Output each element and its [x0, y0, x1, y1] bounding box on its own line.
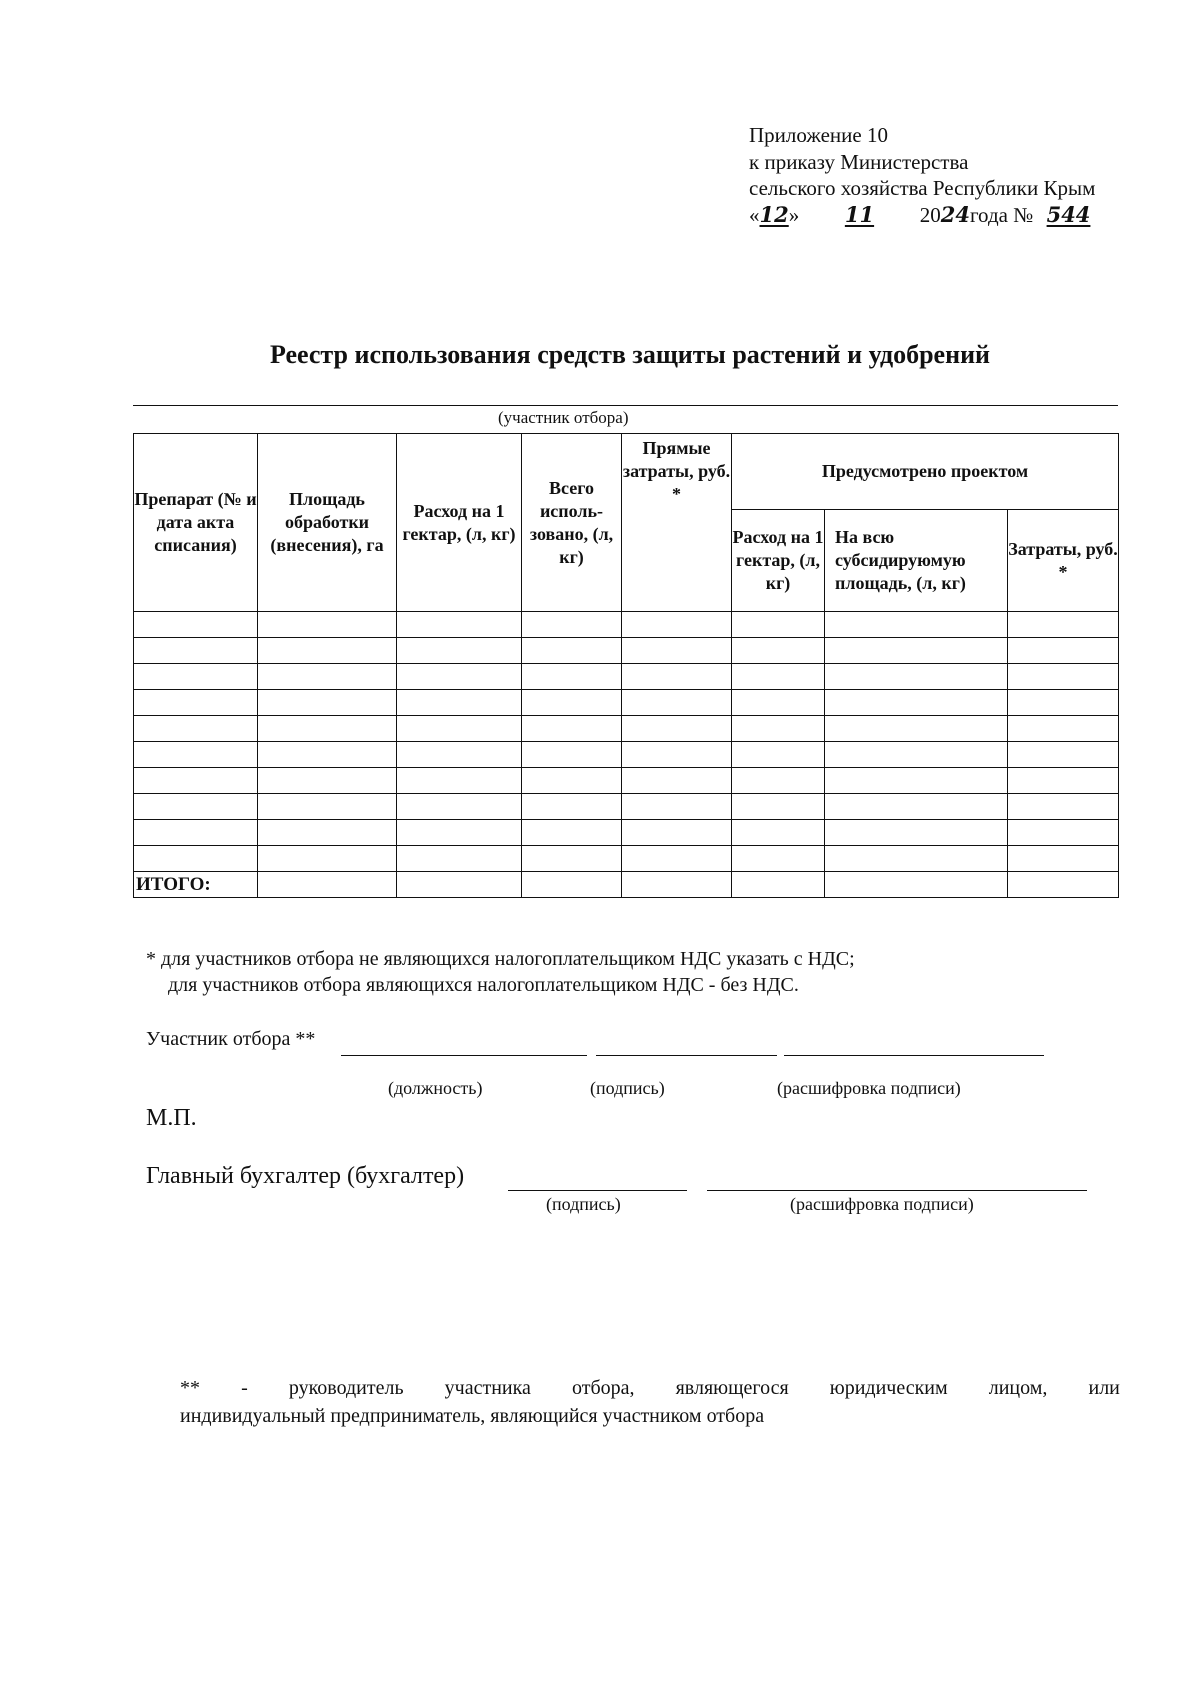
- table-cell[interactable]: [825, 846, 1008, 872]
- table-cell[interactable]: [1008, 872, 1119, 898]
- appendix-date-line: [749, 202, 1099, 229]
- table-cell[interactable]: [825, 794, 1008, 820]
- appendix-order-ref: к приказу Министерства: [749, 149, 969, 174]
- position-line: [341, 1055, 587, 1056]
- footnote-word: руководитель: [288, 1377, 404, 1399]
- table-cell[interactable]: [1008, 690, 1119, 716]
- table-cell[interactable]: [825, 872, 1008, 898]
- footnote-word: или: [1088, 1377, 1120, 1399]
- table-cell[interactable]: [732, 820, 825, 846]
- table-cell[interactable]: [1008, 742, 1119, 768]
- table-cell[interactable]: [397, 612, 522, 638]
- seal-mark: М.П.: [146, 1105, 197, 1131]
- header-project-rate: Расход на 1 гектар, (л, кг): [732, 510, 825, 612]
- table-cell[interactable]: [397, 742, 522, 768]
- accountant-signature-line: [508, 1190, 687, 1191]
- table-cell[interactable]: [397, 716, 522, 742]
- registry-table: [133, 433, 1119, 898]
- table-cell[interactable]: [825, 768, 1008, 794]
- table-cell[interactable]: [522, 690, 622, 716]
- table-cell[interactable]: [622, 742, 732, 768]
- table-cell[interactable]: [134, 846, 258, 872]
- table-cell[interactable]: [1008, 664, 1119, 690]
- table-cell[interactable]: [258, 612, 397, 638]
- handwritten-month: 11: [844, 201, 875, 227]
- position-caption: (должность): [388, 1078, 483, 1098]
- table-cell[interactable]: [397, 846, 522, 872]
- table-cell[interactable]: [397, 768, 522, 794]
- table-cell[interactable]: [397, 638, 522, 664]
- table-cell[interactable]: [825, 638, 1008, 664]
- table-cell[interactable]: [732, 846, 825, 872]
- table-cell[interactable]: [825, 664, 1008, 690]
- header-project-costs: Затраты, руб. *: [1008, 510, 1119, 612]
- table-cell[interactable]: [825, 742, 1008, 768]
- table-cell[interactable]: [522, 820, 622, 846]
- table-cell[interactable]: [397, 872, 522, 898]
- vat-note-1: * для участников отбора не являющихся налогоплательщиком НДС указать с НДС;: [146, 948, 855, 970]
- appendix-block: [749, 122, 1099, 228]
- footnote-line-1: [180, 1374, 1120, 1402]
- table-cell[interactable]: [134, 690, 258, 716]
- table-cell[interactable]: [732, 872, 825, 898]
- table-cell[interactable]: [258, 872, 397, 898]
- header-direct-costs: Прямые затраты, руб. *: [622, 434, 732, 612]
- table-cell[interactable]: [1008, 846, 1119, 872]
- table-cell[interactable]: [258, 768, 397, 794]
- footnote-word: участника: [444, 1377, 531, 1399]
- table-cell[interactable]: [732, 690, 825, 716]
- table-cell[interactable]: [258, 716, 397, 742]
- date-open-quote: «: [749, 202, 760, 227]
- table-row: [134, 768, 1119, 794]
- table-cell[interactable]: [825, 612, 1008, 638]
- table-row: [134, 716, 1119, 742]
- table-cell[interactable]: [134, 742, 258, 768]
- table-cell[interactable]: [732, 768, 825, 794]
- table-cell[interactable]: [622, 872, 732, 898]
- table-cell[interactable]: [522, 846, 622, 872]
- handwritten-day: 12: [759, 201, 789, 227]
- table-cell[interactable]: [622, 664, 732, 690]
- decoding-line: [784, 1055, 1044, 1056]
- table-cell[interactable]: [522, 872, 622, 898]
- table-cell[interactable]: [397, 690, 522, 716]
- table-cell[interactable]: [825, 820, 1008, 846]
- year-word: года №: [969, 202, 1034, 227]
- decoding-caption: (расшифровка подписи): [777, 1078, 961, 1098]
- footnote-word: являющегося: [675, 1377, 789, 1399]
- table-row: [134, 690, 1119, 716]
- table-cell[interactable]: [397, 664, 522, 690]
- table-header-row: [134, 434, 1119, 510]
- table-cell[interactable]: [134, 820, 258, 846]
- table-row: [134, 664, 1119, 690]
- table-row: [134, 846, 1119, 872]
- accountant-decoding-line: [707, 1190, 1087, 1191]
- table-row: [134, 638, 1119, 664]
- handwritten-order-number: 544: [1046, 201, 1091, 227]
- table-cell[interactable]: [134, 716, 258, 742]
- table-cell[interactable]: [622, 794, 732, 820]
- year-prefix: 20: [919, 202, 941, 227]
- table-row: [134, 794, 1119, 820]
- footnote: [180, 1374, 1120, 1430]
- table-cell[interactable]: [732, 742, 825, 768]
- footnote-word: **: [180, 1377, 200, 1399]
- table-cell[interactable]: [258, 664, 397, 690]
- table-row: [134, 742, 1119, 768]
- table-cell[interactable]: [732, 716, 825, 742]
- table-cell[interactable]: [522, 794, 622, 820]
- accountant-decoding-caption: (расшифровка подписи): [790, 1194, 974, 1214]
- table-cell[interactable]: [258, 794, 397, 820]
- footnote-line-2: индивидуальный предприниматель, являющийся участником отбора: [180, 1405, 765, 1427]
- table-cell[interactable]: [258, 820, 397, 846]
- table-cell[interactable]: [134, 768, 258, 794]
- table-cell[interactable]: [732, 638, 825, 664]
- table-cell[interactable]: [825, 716, 1008, 742]
- footnote-word: отбора,: [572, 1377, 635, 1399]
- appendix-ministry: сельского хозяйства Республики Крым: [749, 176, 1096, 200]
- table-cell[interactable]: [622, 820, 732, 846]
- table-cell[interactable]: [622, 716, 732, 742]
- table-cell[interactable]: [258, 690, 397, 716]
- participant-signature-label: Участник отбора **: [146, 1028, 316, 1050]
- table-cell[interactable]: [1008, 638, 1119, 664]
- table-cell[interactable]: [258, 638, 397, 664]
- table-cell[interactable]: [1008, 612, 1119, 638]
- header-project-group: Предусмотрено проектом: [732, 434, 1119, 510]
- table-cell[interactable]: [134, 638, 258, 664]
- table-cell[interactable]: [134, 794, 258, 820]
- table-cell[interactable]: [622, 846, 732, 872]
- appendix-number: Приложение 10: [749, 123, 888, 147]
- table-cell[interactable]: [258, 742, 397, 768]
- table-cell[interactable]: [622, 768, 732, 794]
- signature-caption: (подпись): [590, 1078, 665, 1098]
- table-cell[interactable]: [825, 690, 1008, 716]
- date-close-quote: »: [788, 202, 800, 227]
- table-cell[interactable]: [732, 612, 825, 638]
- table-cell[interactable]: [134, 664, 258, 690]
- table-cell[interactable]: [732, 794, 825, 820]
- total-label: ИТОГО:: [134, 872, 258, 898]
- signature-line: [596, 1055, 777, 1056]
- table-cell[interactable]: [397, 794, 522, 820]
- table-cell[interactable]: [622, 612, 732, 638]
- accountant-label: Главный бухгалтер (бухгалтер): [146, 1163, 465, 1189]
- table-cell[interactable]: [1008, 820, 1119, 846]
- table-cell[interactable]: [1008, 794, 1119, 820]
- table-cell[interactable]: [397, 820, 522, 846]
- table-cell[interactable]: [622, 690, 732, 716]
- table-cell[interactable]: [732, 664, 825, 690]
- header-total-used: Всего исполь-зовано, (л, кг): [522, 434, 622, 612]
- table-body: [134, 612, 1119, 872]
- footnote-word: -: [241, 1377, 248, 1399]
- header-preparation: Препарат (№ и дата акта списания): [134, 434, 258, 612]
- page-title: Реестр использования средств защиты растений и удобрений: [269, 340, 991, 369]
- table-cell[interactable]: [522, 664, 622, 690]
- total-row: [134, 872, 1119, 898]
- table-cell[interactable]: [1008, 716, 1119, 742]
- accountant-signature-caption: (подпись): [546, 1194, 621, 1214]
- participant-caption: (участник отбора): [498, 408, 629, 427]
- table-cell[interactable]: [134, 612, 258, 638]
- table-cell[interactable]: [522, 612, 622, 638]
- table-row: [134, 612, 1119, 638]
- footnote-word: лицом,: [988, 1377, 1048, 1399]
- table-cell[interactable]: [1008, 768, 1119, 794]
- participant-field-line: [133, 405, 1118, 406]
- table-cell[interactable]: [522, 768, 622, 794]
- vat-note-2: для участников отбора являющихся налогоплательщиком НДС - без НДС.: [168, 974, 799, 996]
- table-cell[interactable]: [522, 742, 622, 768]
- table-row: [134, 820, 1119, 846]
- table-cell[interactable]: [258, 846, 397, 872]
- footnote-word: юридическим: [829, 1377, 948, 1399]
- table-cell[interactable]: [522, 638, 622, 664]
- table-cell[interactable]: [622, 638, 732, 664]
- header-area: Площадь обработки (внесения), га: [258, 434, 397, 612]
- handwritten-year: 24: [940, 201, 970, 227]
- header-project-whole-area: На всю субсидируюмую площадь, (л, кг): [825, 510, 1008, 612]
- header-rate: Расход на 1 гектар, (л, кг): [397, 434, 522, 612]
- table-cell[interactable]: [522, 716, 622, 742]
